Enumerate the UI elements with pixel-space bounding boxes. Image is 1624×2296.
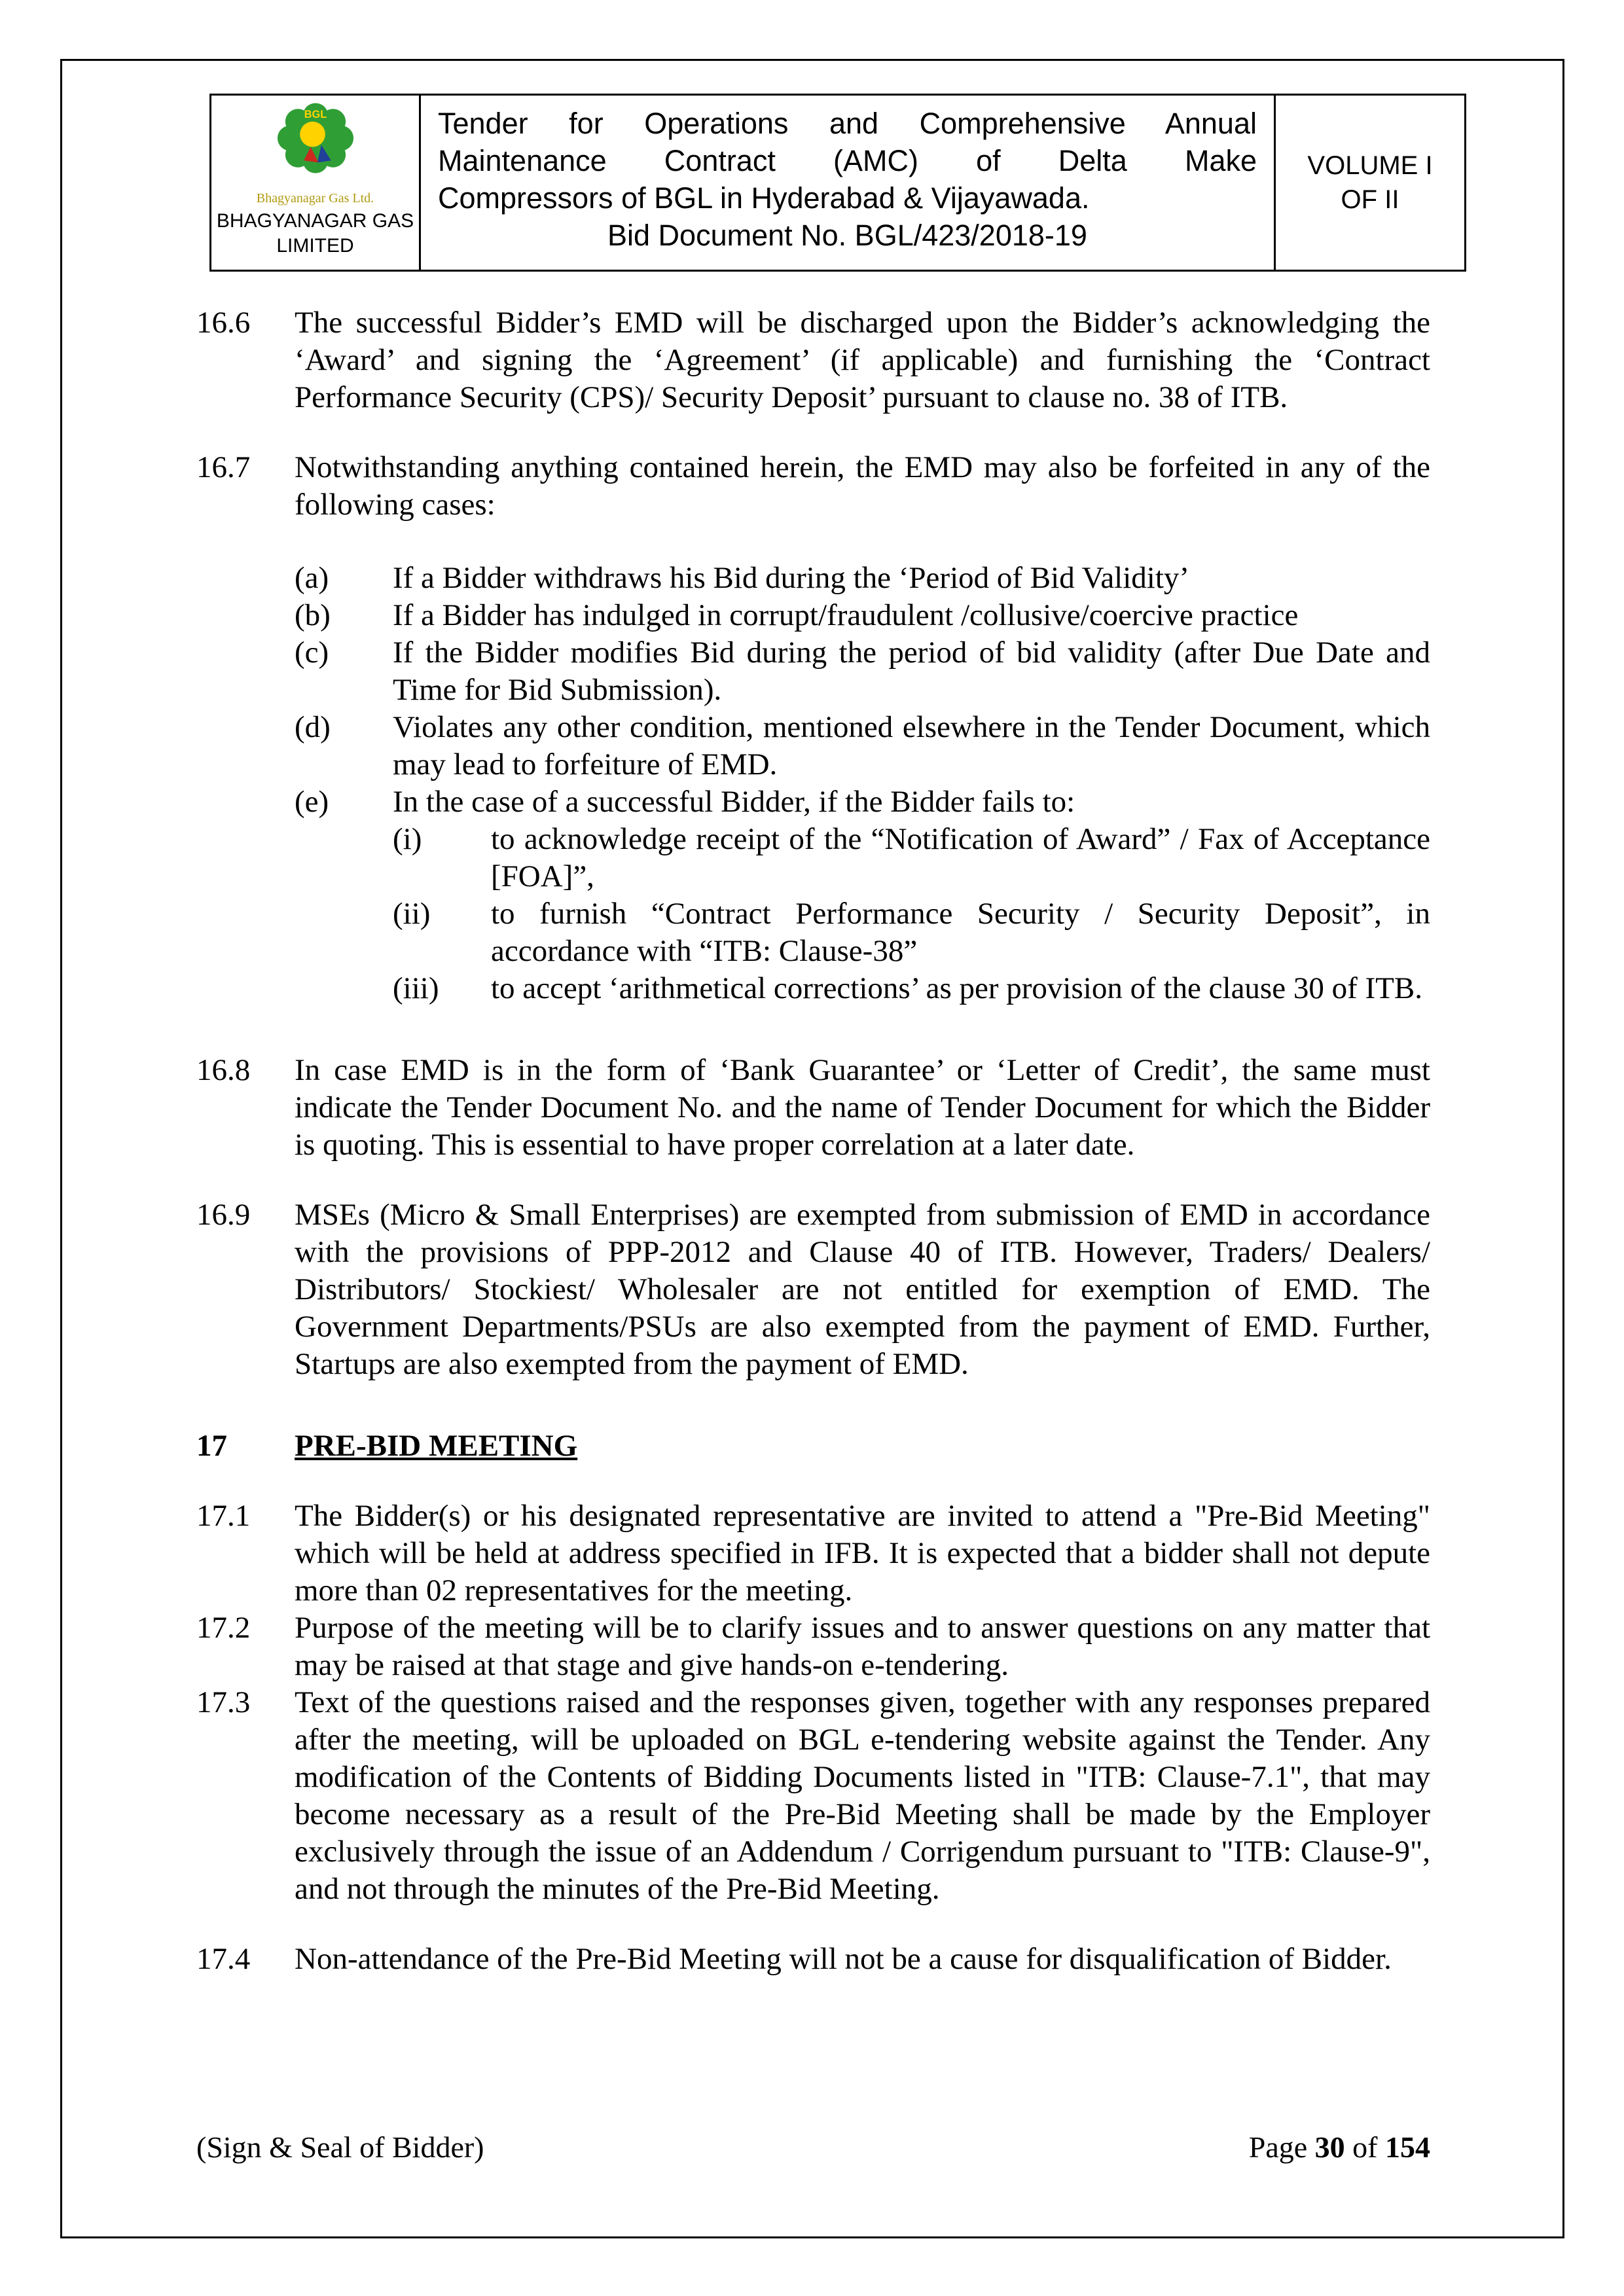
page-footer [196,2130,1430,2164]
volume-label-line-2: OF II [1341,185,1399,214]
list-item-d [295,709,1430,783]
logo-cell [211,96,421,270]
volume-cell [1276,96,1464,270]
heading-text [295,1427,1430,1465]
section-number: 16.9 [196,1198,251,1232]
section-text: Notwithstanding anything contained herein, the EMD may also be forfeited in any of the following cases: [295,450,1430,522]
page-total: 154 [1385,2130,1430,2164]
list-label: (a) [295,561,329,595]
list-item-e-iii [393,970,1430,1007]
section-number: 16.6 [196,306,251,340]
page-border-frame [60,59,1564,2238]
section-16-6 [196,304,1430,416]
bgl-logo-icon [266,102,365,189]
company-name: BHAGYANAGAR GAS LIMITED [216,210,414,257]
section-number: 17.1 [196,1499,251,1533]
section-17-1 [196,1498,1430,1609]
list-label: (e) [295,785,329,819]
list-item-e-i [393,821,1430,895]
list-text: Violates any other condition, mentioned elsewhere in the Tender Document, which may lead to forfeiture of EMD. [393,710,1430,781]
of-word: of [1344,2130,1385,2164]
volume-label-line-1: VOLUME I [1307,151,1433,180]
section-17-heading [196,1427,1430,1465]
section-17-3 [196,1684,1430,1908]
list-text: In the case of a successful Bidder, if the Bidder fails to: [393,785,1075,819]
list-text: to acknowledge receipt of the “Notification of Award” / Fax of Acceptance [FOA]”, [491,822,1430,893]
list-text: to furnish “Contract Performance Security / Security Deposit”, in accordance with “ITB: Clause-38” [491,897,1430,968]
section-16-7 [196,449,1430,524]
section-number: 17.4 [196,1942,251,1976]
list-item-a [295,560,1430,597]
svg-text:BGL: BGL [304,108,327,120]
list-text: If a Bidder has indulged in corrupt/fraudulent /collusive/coercive practice [393,598,1299,632]
logo-caption: Bhagyanagar Gas Ltd. [256,191,374,206]
section-text: MSEs (Micro & Small Enterprises) are exempted from submission of EMD in accordance with the provisions of PPP-2012 and Clause 40 of ITB. However, Traders/ Dealers/ Distributors/ Stockiest/ Wholesaler are not entitled for exemption of EMD. The Government Departments/PSUs are also exempted from the payment of EMD. Further, Startups are also exempted from the payment of EMD. [295,1198,1430,1381]
page-number: 30 [1314,2130,1345,2164]
section-text: Text of the questions raised and the responses given, together with any responses prepared after the meeting, will be uploaded on BGL e-tendering website against the Tender. Any modification of the Contents of Bidding Documents listed in "ITB: Clause-7.1", that may become necessary as a result of the Pre-Bid Meeting shall be made by the Employer exclusively through the issue of an Addendum / Corrigendum pursuant to "ITB: Clause-9", and not through the minutes of the Pre-Bid Meeting. [295,1685,1430,1906]
list-label: (iii) [393,971,439,1005]
section-number: 17.2 [196,1611,251,1645]
tender-title-line-3: Compressors of BGL in Hyderabad & Vijayawada. [438,181,1090,215]
section-number: 16.8 [196,1053,251,1087]
list-label: (i) [393,822,422,856]
sign-seal-label: (Sign & Seal of Bidder) [196,2130,484,2164]
list-item-e [295,783,1430,821]
section-text: The Bidder(s) or his designated representative are invited to attend a "Pre-Bid Meeting" which will be held at address specified in IFB. It is expected that a bidder shall not depute more than 02 representatives for the meeting. [295,1499,1430,1607]
section-text: The successful Bidder’s EMD will be discharged upon the Bidder’s acknowledging the ‘Award’ and signing the ‘Agreement’ (if applicable) and furnishing the ‘Contract Performance Security (CPS)/ Security Deposit’ pursuant to clause no. 38 of ITB. [295,306,1430,414]
heading-title: PRE-BID MEETING [295,1429,578,1463]
section-16-9 [196,1196,1430,1383]
tender-title-line-1: Tender for Operations and Comprehensive Annual [438,107,1257,140]
list-text: If the Bidder modifies Bid during the period of bid validity (after Due Date and Time for Bid Submission). [393,636,1430,707]
page-indicator [1249,2130,1430,2164]
bid-document-number: Bid Document No. BGL/423/2018-19 [607,219,1087,252]
section-number: 17.3 [196,1685,251,1719]
tender-title-line-2: Maintenance Contract (AMC) of Delta Make [438,144,1257,177]
list-text: to accept ‘arithmetical corrections’ as per provision of the clause 30 of ITB. [491,971,1422,1005]
list-item-c [295,634,1430,709]
list-label: (b) [295,598,331,632]
list-label: (c) [295,636,329,670]
list-label: (d) [295,710,331,744]
list-item-b [295,597,1430,634]
forfeit-cases-list [196,560,1430,1007]
list-label: (ii) [393,897,431,931]
page-word: Page [1248,2130,1315,2164]
list-item-e-ii [393,895,1430,970]
section-text: Purpose of the meeting will be to clarify issues and to answer questions on any matter that may be raised at that stage and give hands-on e-tendering. [295,1611,1430,1682]
title-cell [421,96,1276,270]
section-16-8 [196,1052,1430,1164]
section-text: Non-attendance of the Pre-Bid Meeting will not be a cause for disqualification of Bidder. [295,1942,1392,1976]
section-number: 17 [196,1429,227,1463]
document-body [196,304,1430,1978]
section-17-4 [196,1941,1430,1978]
section-text: In case EMD is in the form of ‘Bank Guarantee’ or ‘Letter of Credit’, the same must indicate the Tender Document No. and the name of Tender Document for which the Bidder is quoting. This is essential to have proper correlation at a later date. [295,1053,1430,1162]
section-17-2 [196,1609,1430,1684]
header-table [209,94,1466,272]
section-number: 16.7 [196,450,251,484]
list-text: If a Bidder withdraws his Bid during the ‘Period of Bid Validity’ [393,561,1190,595]
